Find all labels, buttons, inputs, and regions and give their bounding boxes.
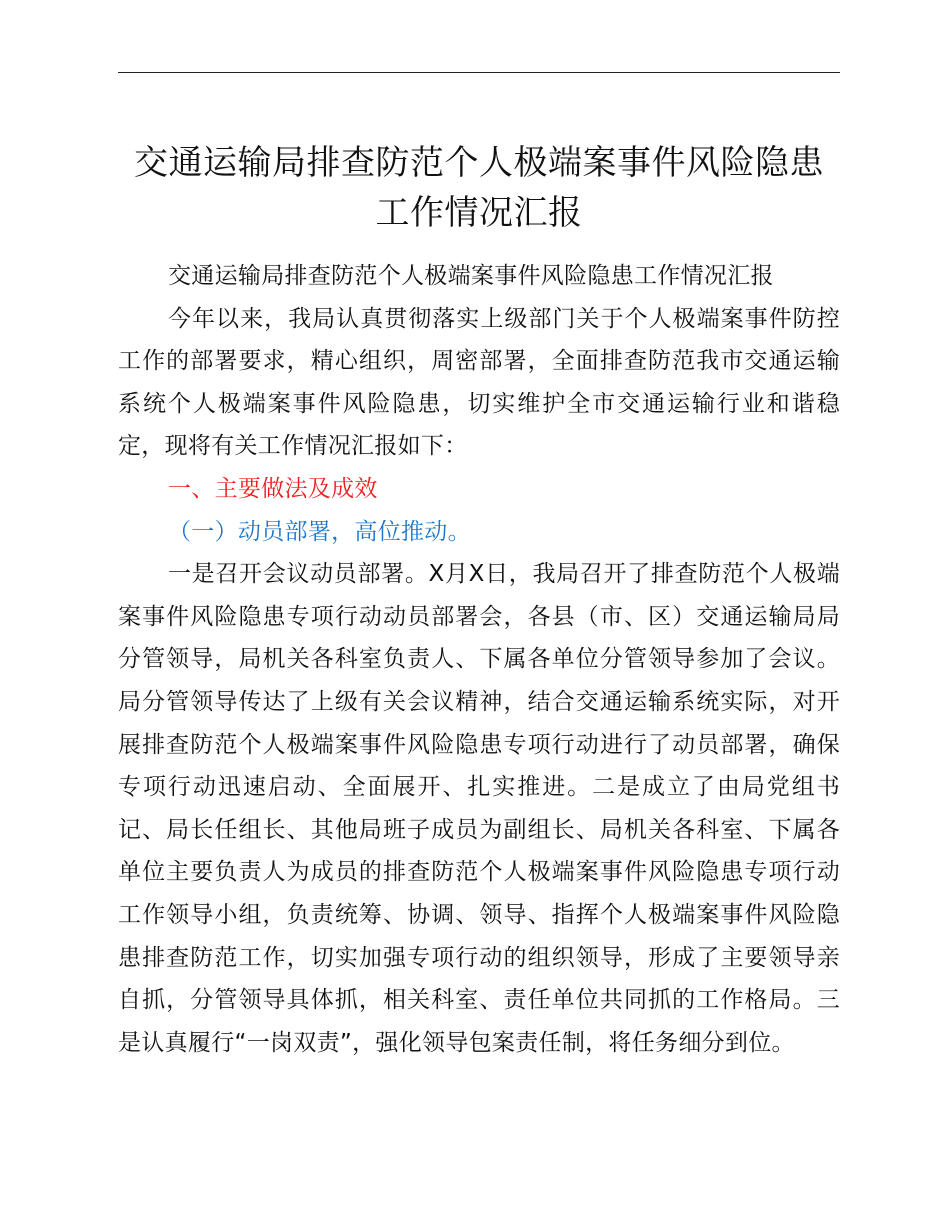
header-rule — [118, 72, 840, 73]
body-paragraph: 一是召开会议动员部署。X月X日，我局召开了排查防范个人极端案事件风险隐患专项行动动员部署会，各县（市、区）交通运输局局分管领导，局机关各科室负责人、下属各单位分管领导参加了会议。局分管领导传达了上级有关会议精神，结合交通运输系统实际，对开展排查防范个人极端案事件风险隐患专项行动进行了动员部署，确保专项行动迅速启动、全面展开、扎实推进。二是成立了由局党组书记、局长任组长、其他局班子成员为副组长、局机关各科室、下属各单位主要负责人为成员的排查防范个人极端案事件风险隐患专项行动工作领导小组，负责统筹、协调、领导、指挥个人极端案事件风险隐患排查防范工作，切实加强专项行动的组织领导，形成了主要领导亲自抓，分管领导具体抓，相关科室、责任单位共同抓的工作格局。三是认真履行“一岗双责”，强化领导包案责任制，将任务细分到位。 — [118, 561, 840, 1056]
document-body — [118, 255, 840, 1064]
subsection-heading: （一）动员部署，高位推动。 — [168, 518, 471, 545]
document-title: 交通运输局排查防范个人极端案事件风险隐患工作情况汇报 — [134, 143, 824, 233]
subtitle-paragraph: 交通运输局排查防范个人极端案事件风险隐患工作情况汇报 — [168, 263, 774, 289]
intro-paragraph: 今年以来，我局认真贯彻落实上级部门关于个人极端案事件防控工作的部署要求，精心组织，周密部署，全面排查防范我市交通运输系统个人极端案事件风险隐患，切实维护全市交通运输行业和谐稳定，现将有关工作情况汇报如下： — [118, 305, 840, 460]
section-heading: 一、主要做法及成效 — [168, 475, 378, 502]
